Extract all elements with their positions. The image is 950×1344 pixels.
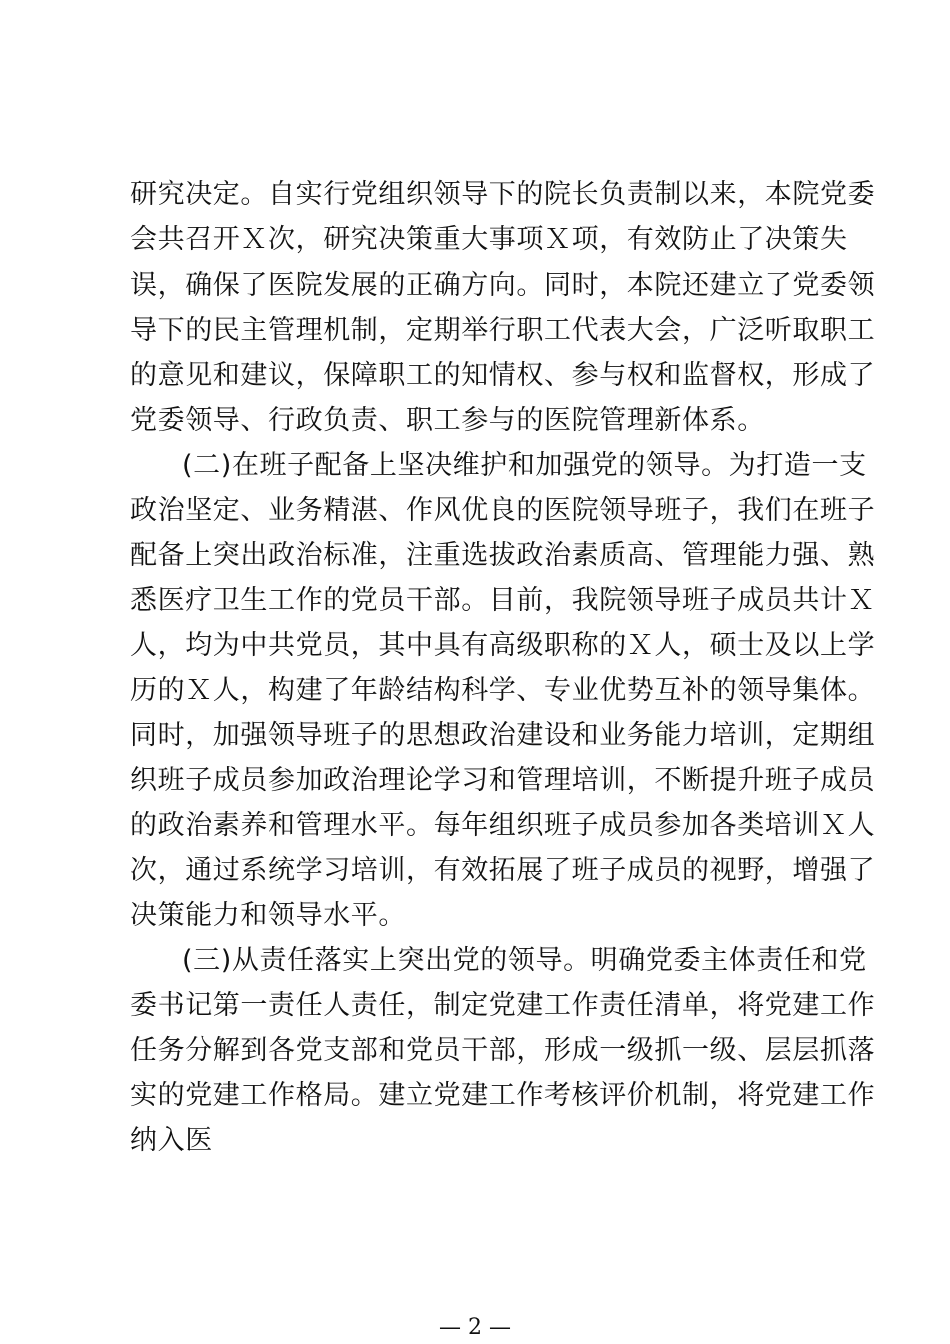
text-line: 会共召开Ｘ次，研究决策重大事项Ｘ项，有效防止了决策失 [130, 224, 848, 255]
text-line: 历的Ｘ人，构建了年龄结构科学、专业优势互补的领导集体。 [130, 675, 876, 706]
text-line: 导下的民主管理机制，定期举行职工代表大会，广泛听取职工 [130, 315, 876, 346]
page-number: — 2 — [439, 1315, 511, 1340]
text-line: 实的党建工作格局。建立党建工作考核评价机制，将党建工作 [130, 1080, 876, 1111]
paragraph-heading: (二)在班子配备上坚决维护和加强党的领导。为打造一支 [182, 450, 867, 481]
text-line: 同时，加强领导班子的思想政治建设和业务能力培训，定期组 [130, 720, 876, 751]
text-line: 误，确保了医院发展的正确方向。同时，本院还建立了党委领 [130, 270, 876, 301]
text-line: 悉医疗卫生工作的党员干部。目前，我院领导班子成员共计Ｘ [130, 585, 876, 616]
text-line: 党委领导、行政负责、职工参与的医院管理新体系。 [130, 405, 765, 436]
text-line: 纳入医 [130, 1125, 213, 1156]
text-line: 次，通过系统学习培训，有效拓展了班子成员的视野，增强了 [130, 855, 876, 886]
text-line: 配备上突出政治标准，注重选拔政治素质高、管理能力强、熟 [130, 540, 876, 571]
text-line: 研究决定。自实行党组织领导下的院长负责制以来，本院党委 [130, 179, 876, 210]
text-line: 委书记第一责任人责任，制定党建工作责任清单，将党建工作 [130, 990, 876, 1021]
text-line: 政治坚定、业务精湛、作风优良的医院领导班子，我们在班子 [130, 495, 876, 526]
paragraph-heading: (三)从责任落实上突出党的领导。明确党委主体责任和党 [182, 945, 867, 976]
text-line: 的意见和建议，保障职工的知情权、参与权和监督权，形成了 [130, 360, 876, 391]
text-line: 织班子成员参加政治理论学习和管理培训，不断提升班子成员 [130, 765, 876, 796]
text-line: 人，均为中共党员，其中具有高级职称的Ｘ人，硕士及以上学 [130, 630, 876, 661]
text-line: 的政治素养和管理水平。每年组织班子成员参加各类培训Ｘ人 [130, 810, 876, 841]
text-line: 任务分解到各党支部和党员干部，形成一级抓一级、层层抓落 [130, 1035, 876, 1066]
text-line: 决策能力和领导水平。 [130, 900, 406, 931]
